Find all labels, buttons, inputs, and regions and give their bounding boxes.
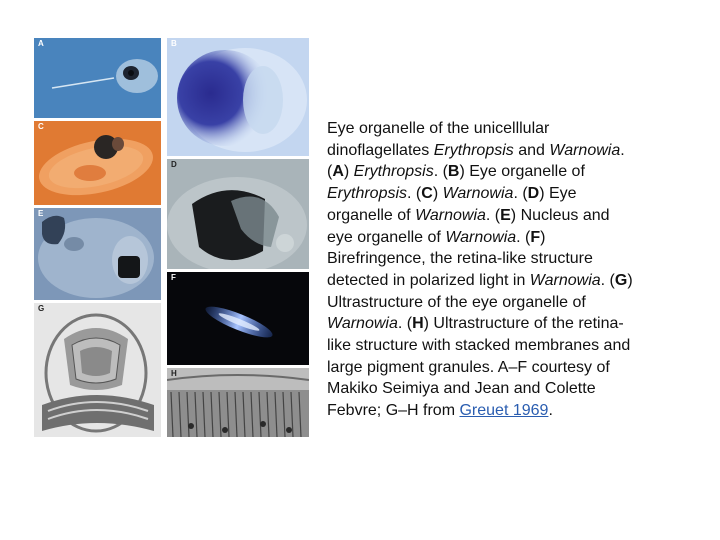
caption-text: ) Nucleus and — [510, 206, 610, 224]
figure-panel-g — [34, 303, 161, 437]
caption-text: eye organelle of — [327, 228, 446, 246]
caption-text: Warnowia — [327, 315, 398, 333]
panel-label-h: H — [171, 369, 177, 378]
caption-text: B — [447, 163, 460, 181]
caption-text: . — [620, 141, 625, 159]
panel-label-g: G — [38, 304, 45, 313]
panel-label-f: F — [171, 273, 176, 282]
caption-line — [327, 183, 679, 205]
panel-label-b: B — [171, 39, 177, 48]
figure-panel-c — [34, 121, 161, 205]
warnowia-eye-organelle-micrograph — [167, 159, 309, 269]
caption-text: detected in polarized light in — [327, 271, 530, 289]
caption-text: ) Eye organelle of — [459, 163, 585, 181]
caption-line — [327, 378, 679, 400]
figure-panel-f — [167, 272, 309, 365]
figure-caption — [327, 118, 679, 422]
caption-line — [327, 292, 679, 314]
caption-line — [327, 118, 679, 140]
caption-line — [327, 313, 679, 335]
caption-text: Warnowia — [445, 228, 517, 246]
reference-link[interactable]: Greuet 1969 — [459, 402, 549, 420]
erythropsis-micrograph — [34, 38, 161, 118]
caption-line — [327, 205, 679, 227]
caption-text: . ( — [407, 185, 422, 203]
caption-text: E — [500, 206, 511, 224]
figure-panel-a — [34, 38, 161, 118]
erythropsis-eye-organelle-micrograph — [167, 38, 309, 156]
caption-text: Birefringence, the retina-like structure — [327, 250, 593, 268]
caption-line — [327, 161, 679, 183]
caption-text: Ultrastructure of the eye organelle of — [327, 293, 586, 311]
caption-text: large pigment granules. A–F courtesy of — [327, 358, 610, 376]
caption-text: ( — [327, 163, 333, 181]
figure-panel-b — [167, 38, 309, 156]
retina-like-structure-ultrastructure-micrograph — [167, 368, 309, 437]
nucleus-and-eye-organelle-micrograph — [34, 208, 161, 300]
caption-text: Warnowia — [442, 185, 514, 203]
panel-label-e: E — [38, 209, 44, 218]
panel-label-c: C — [38, 122, 44, 131]
caption-text: and — [513, 141, 550, 159]
birefringence-micrograph — [167, 272, 309, 365]
caption-text: Erythropsis — [353, 163, 434, 181]
caption-text: . ( — [485, 206, 501, 224]
caption-text: A — [332, 163, 344, 181]
caption-text: Eye organelle of the unicelllular — [327, 120, 550, 137]
caption-text: . ( — [397, 315, 413, 333]
figure-panel-e — [34, 208, 161, 300]
caption-text: D — [527, 185, 540, 203]
warnowia-micrograph — [34, 121, 161, 205]
caption-text: dinoflagellates — [327, 141, 434, 159]
caption-text: F — [530, 228, 541, 246]
caption-text: G — [614, 271, 628, 289]
caption-line — [327, 357, 679, 379]
caption-text: . ( — [600, 271, 615, 289]
caption-text: ) — [540, 228, 546, 246]
caption-text: like structure with stacked membranes and — [327, 337, 631, 355]
eye-organelle-ultrastructure-micrograph — [34, 303, 161, 437]
caption-text: Makiko Seimiya and Jean and Colette — [327, 380, 596, 398]
caption-text: Warnowia — [529, 271, 601, 289]
caption-text: ) Eye — [539, 185, 577, 203]
caption-text: Erythropsis — [327, 185, 408, 203]
caption-text: Erythropsis — [433, 141, 514, 159]
caption-text: organelle of — [327, 206, 416, 224]
caption-text: . ( — [516, 228, 531, 246]
caption-text: ) Ultrastructure of the retina- — [423, 315, 624, 333]
caption-text: ) — [343, 163, 354, 181]
panel-label-a: A — [38, 39, 44, 48]
caption-text: . ( — [433, 163, 448, 181]
caption-text: . — [548, 402, 553, 420]
caption-line — [327, 227, 679, 249]
caption-text: Warnowia — [415, 206, 486, 224]
caption-line — [327, 335, 679, 357]
caption-text: C — [421, 185, 433, 203]
caption-line — [327, 248, 679, 270]
caption-text: H — [412, 315, 424, 333]
figure-panel-h — [167, 368, 309, 437]
figure-panel-d — [167, 159, 309, 269]
caption-line — [327, 140, 679, 162]
caption-text: . ( — [513, 185, 528, 203]
caption-text: Febvre; G–H from — [327, 402, 460, 420]
panel-label-d: D — [171, 160, 177, 169]
caption-line — [327, 400, 679, 422]
caption-text: ) — [627, 271, 633, 289]
caption-text: ) — [432, 185, 443, 203]
caption-line — [327, 270, 679, 292]
caption-text: Warnowia — [549, 141, 621, 159]
